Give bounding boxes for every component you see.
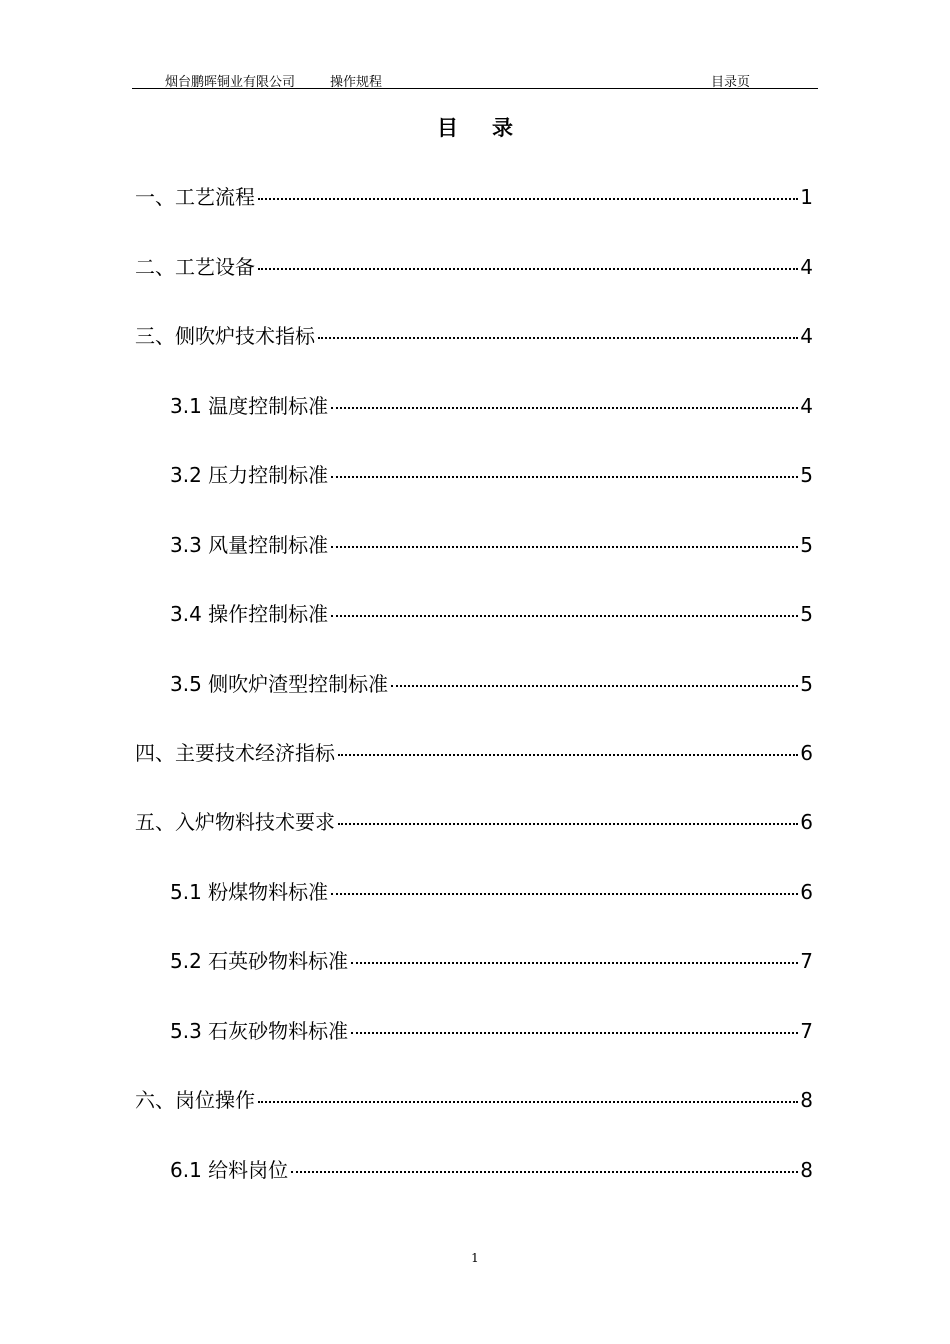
toc-entry-label: 5.3 石灰砂物料标准 bbox=[170, 1019, 349, 1043]
toc-entry[interactable] bbox=[135, 1084, 813, 1114]
toc-entry[interactable] bbox=[135, 320, 813, 350]
toc-entry-label: 3.2 压力控制标准 bbox=[170, 463, 329, 487]
toc-entry-page: 5 bbox=[800, 463, 813, 487]
toc-dot-leader bbox=[331, 546, 798, 548]
toc-entry[interactable] bbox=[135, 737, 813, 767]
toc-entry-page: 6 bbox=[800, 810, 813, 834]
toc-entry[interactable] bbox=[170, 668, 813, 698]
toc-dot-leader bbox=[338, 754, 798, 756]
toc-dot-leader bbox=[331, 893, 798, 895]
toc-dot-leader bbox=[331, 407, 798, 409]
toc-entry-page: 5 bbox=[800, 533, 813, 557]
toc-entry-label: 一、工艺流程 bbox=[135, 185, 255, 209]
header-doc-type: 操作规程 bbox=[330, 75, 383, 90]
toc-entry-label: 6.1 给料岗位 bbox=[170, 1158, 289, 1182]
toc-dot-leader bbox=[318, 337, 798, 339]
toc-entry-page: 4 bbox=[800, 324, 813, 348]
toc-dot-leader bbox=[291, 1171, 798, 1173]
toc-entry[interactable] bbox=[135, 251, 813, 281]
page-header bbox=[132, 68, 818, 89]
toc-entry-label: 5.2 石英砂物料标准 bbox=[170, 949, 349, 973]
toc-entry-page: 8 bbox=[800, 1088, 813, 1112]
toc-entry-label: 六、岗位操作 bbox=[135, 1088, 255, 1112]
toc-entry[interactable] bbox=[170, 390, 813, 420]
page-title: 目录 bbox=[437, 116, 547, 140]
toc-entry[interactable] bbox=[135, 181, 813, 211]
toc-entry-label: 三、侧吹炉技术指标 bbox=[135, 324, 315, 348]
toc-dot-leader bbox=[391, 685, 798, 687]
header-page-kind: 目录页 bbox=[711, 75, 751, 90]
toc-entry-page: 8 bbox=[800, 1158, 813, 1182]
toc-entry[interactable] bbox=[170, 1154, 813, 1184]
toc-entry[interactable] bbox=[170, 876, 813, 906]
toc-entry-label: 3.5 侧吹炉渣型控制标准 bbox=[170, 672, 389, 696]
toc-entry-label: 5.1 粉煤物料标准 bbox=[170, 880, 329, 904]
toc-entry-page: 4 bbox=[800, 394, 813, 418]
toc-dot-leader bbox=[338, 823, 798, 825]
toc-dot-leader bbox=[258, 268, 798, 270]
toc-entry-label: 3.4 操作控制标准 bbox=[170, 602, 329, 626]
toc-entry[interactable] bbox=[170, 529, 813, 559]
toc-entry-page: 7 bbox=[800, 1019, 813, 1043]
toc-entry[interactable] bbox=[170, 945, 813, 975]
toc-dot-leader bbox=[258, 198, 798, 200]
toc-entry-page: 5 bbox=[800, 602, 813, 626]
toc-dot-leader bbox=[331, 476, 798, 478]
toc-entry[interactable] bbox=[170, 598, 813, 628]
header-company: 烟台鹏晖铜业有限公司 bbox=[165, 75, 296, 90]
toc-entry-label: 二、工艺设备 bbox=[135, 255, 255, 279]
toc-entry-page: 7 bbox=[800, 949, 813, 973]
toc-entry-label: 3.1 温度控制标准 bbox=[170, 394, 329, 418]
page-number: 1 bbox=[471, 1251, 479, 1265]
toc-entry-page: 6 bbox=[800, 880, 813, 904]
toc-dot-leader bbox=[331, 615, 798, 617]
toc-entry-page: 5 bbox=[800, 672, 813, 696]
toc-entry[interactable] bbox=[170, 1015, 813, 1045]
toc-entry-page: 1 bbox=[800, 185, 813, 209]
toc-entry[interactable] bbox=[170, 459, 813, 489]
toc-dot-leader bbox=[258, 1101, 798, 1103]
toc-dot-leader bbox=[351, 1032, 798, 1034]
toc-entry[interactable] bbox=[135, 806, 813, 836]
toc-entry-page: 4 bbox=[800, 255, 813, 279]
toc-entry-label: 五、入炉物料技术要求 bbox=[135, 810, 335, 834]
toc-entry-label: 3.3 风量控制标准 bbox=[170, 533, 329, 557]
toc-dot-leader bbox=[351, 962, 798, 964]
toc-entry-page: 6 bbox=[800, 741, 813, 765]
toc-entry-label: 四、主要技术经济指标 bbox=[135, 741, 335, 765]
